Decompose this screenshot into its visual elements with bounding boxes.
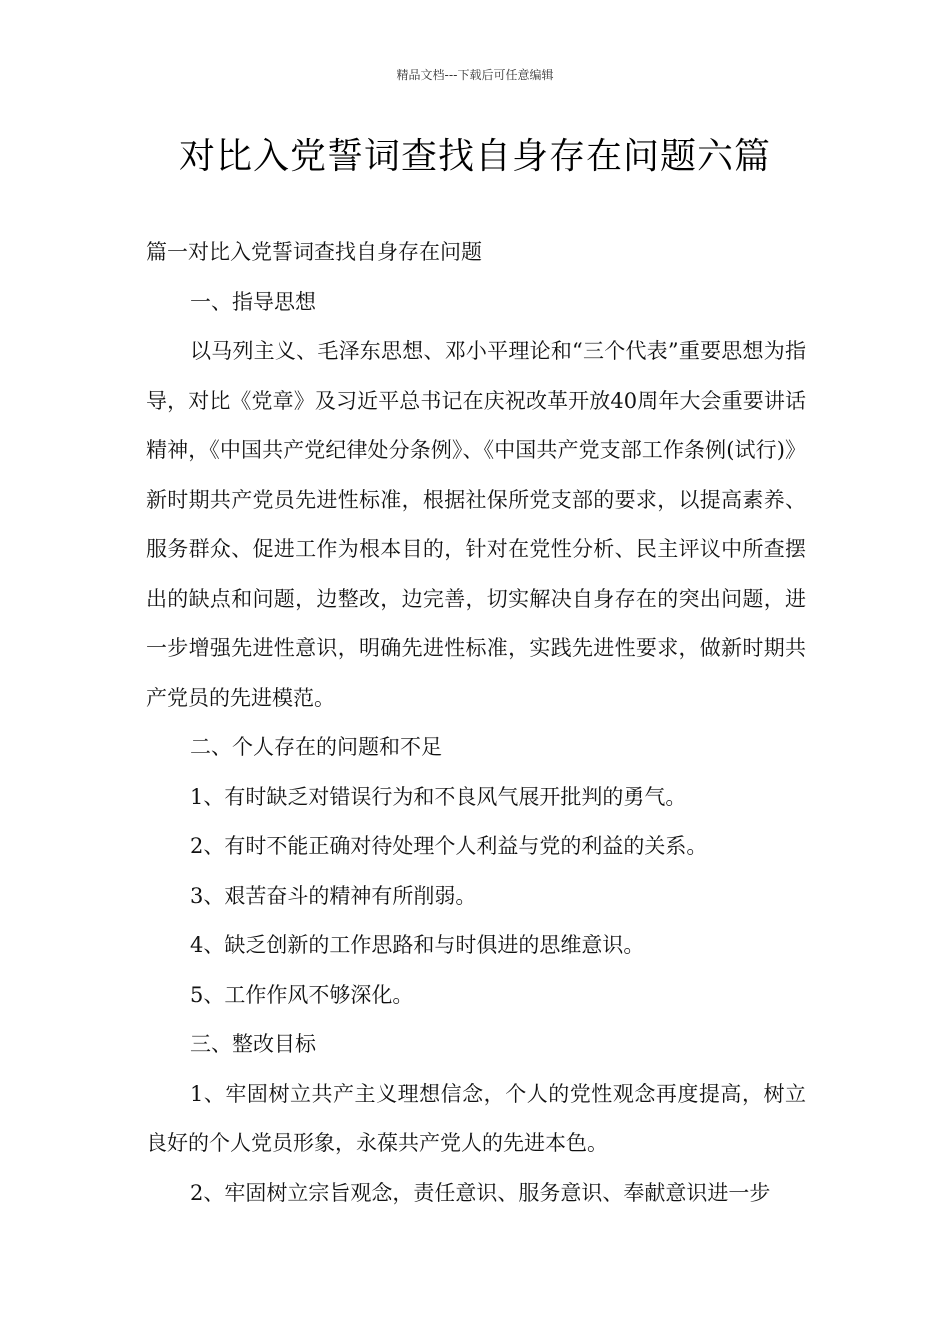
section-title: 篇一对比入党誓词查找自身存在问题 xyxy=(146,240,482,264)
goal-item: 1、牢固树立共产主义理想信念，个人的党性观念再度提高，树立良好的个人党员形象，永葆共产党人的先进本色。 xyxy=(146,1081,806,1155)
heading-rectification-goals: 三、整改目标 xyxy=(190,1032,316,1056)
problem-item: 5、工作作风不够深化。 xyxy=(190,982,414,1007)
document-title: 对比入党誓词查找自身存在问题六篇 xyxy=(178,136,771,177)
header-note: 精品文档---下载后可任意编辑 xyxy=(396,68,554,82)
problem-item: 2、有时不能正确对待处理个人利益与党的利益的关系。 xyxy=(190,834,708,858)
paragraph-guiding-ideology: 以马列主义、毛泽东思想、邓小平理论和“三个代表”重要思想为指导，对比《党章》及习近平总书记在庆祝改革开放40周年大会重要讲话精神，《中国共产党纪律处分条例》、《中国共产党支部工作条例(试行)》新时期共产党员先进性标准，根据社保所党支部的要求，以提高素养、服务群众、促进工作为根本目的，针对在党性分析、民主评议中所查摆出的缺点和问题，边整改，边完善，切实解决自身存在的突出问题，进一步增强先进性意识，明确先进性标准，实践先进性要求，做新时期共产党员的先进模范。 xyxy=(146,339,806,710)
problem-item: 1、有时缺乏对错误行为和不良风气展开批判的勇气。 xyxy=(190,784,687,809)
problem-item: 3、艰苦奋斗的精神有所削弱。 xyxy=(190,883,477,908)
heading-problems: 二、个人存在的问题和不足 xyxy=(190,735,442,759)
heading-guiding-ideology: 一、指导思想 xyxy=(190,289,316,314)
goal-item: 2、牢固树立宗旨观念，责任意识、服务意识、奉献意识进一步 xyxy=(190,1180,771,1205)
problem-item: 4、缺乏创新的工作思路和与时俱进的思维意识。 xyxy=(190,933,645,957)
document-body xyxy=(146,228,806,1218)
